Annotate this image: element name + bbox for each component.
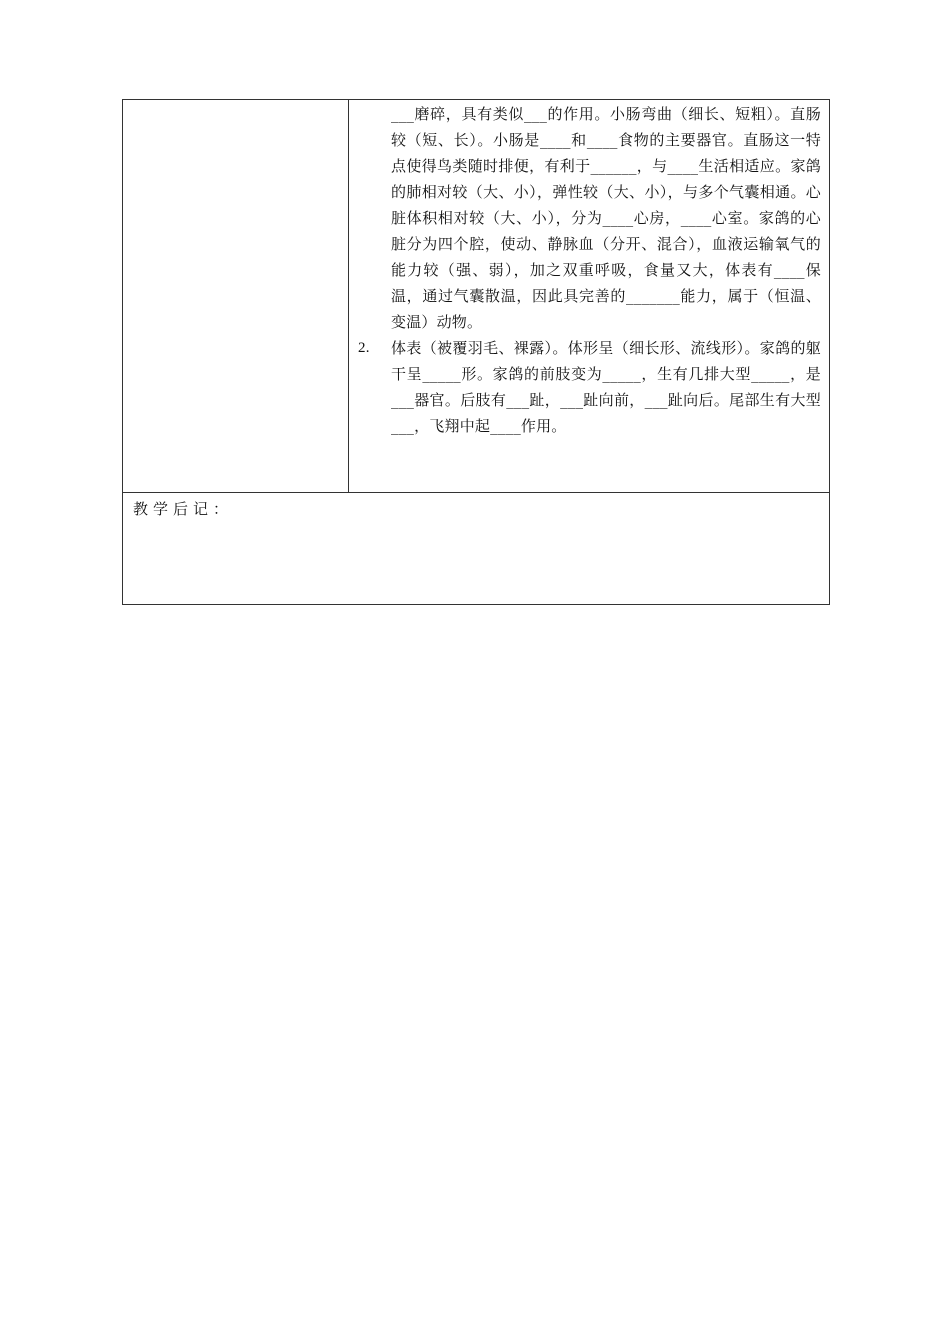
item-2-number: 2. xyxy=(358,340,370,356)
teaching-notes-label: 教学后记： xyxy=(133,500,234,518)
notes-row xyxy=(123,493,830,605)
exercise-item-1-continued: ___磨碎，具有类似___的作用。小肠弯曲（细长、短粗）。直肠较（短、长）。小肠是____和____食物的主要器官。直肠这一特点使得鸟类随时排便，有利于______，与____生活相适应。家鸽的肺相对较（大、小），弹性较（大、小），与多个气囊相通。心脏体积相对较（大、小），分为____心房，____心室。家鸽的心脏分为四个腔，使动、静脉血（分开、混合），血液运输氧气的能力较（强、弱），加之双重呼吸，食量又大，体表有____保温，通过气囊散温，因此具完善的_______能力，属于（恒温、变温）动物。 xyxy=(391,105,821,331)
content-row xyxy=(123,100,830,493)
left-cell xyxy=(123,100,349,493)
exercise-item-2 xyxy=(349,335,829,439)
item-2-text: 体表（被覆羽毛、裸露）。体形呈（细长形、流线形）。家鸽的躯干呈_____形。家鸽的前肢变为_____，生有几排大型_____，是___器官。后肢有___趾，___趾向前，___趾向后。尾部生有大型___，飞翔中起____作用。 xyxy=(391,339,821,435)
exercise-cell xyxy=(349,100,830,493)
lesson-table xyxy=(122,99,830,605)
teaching-notes-cell xyxy=(123,493,830,605)
